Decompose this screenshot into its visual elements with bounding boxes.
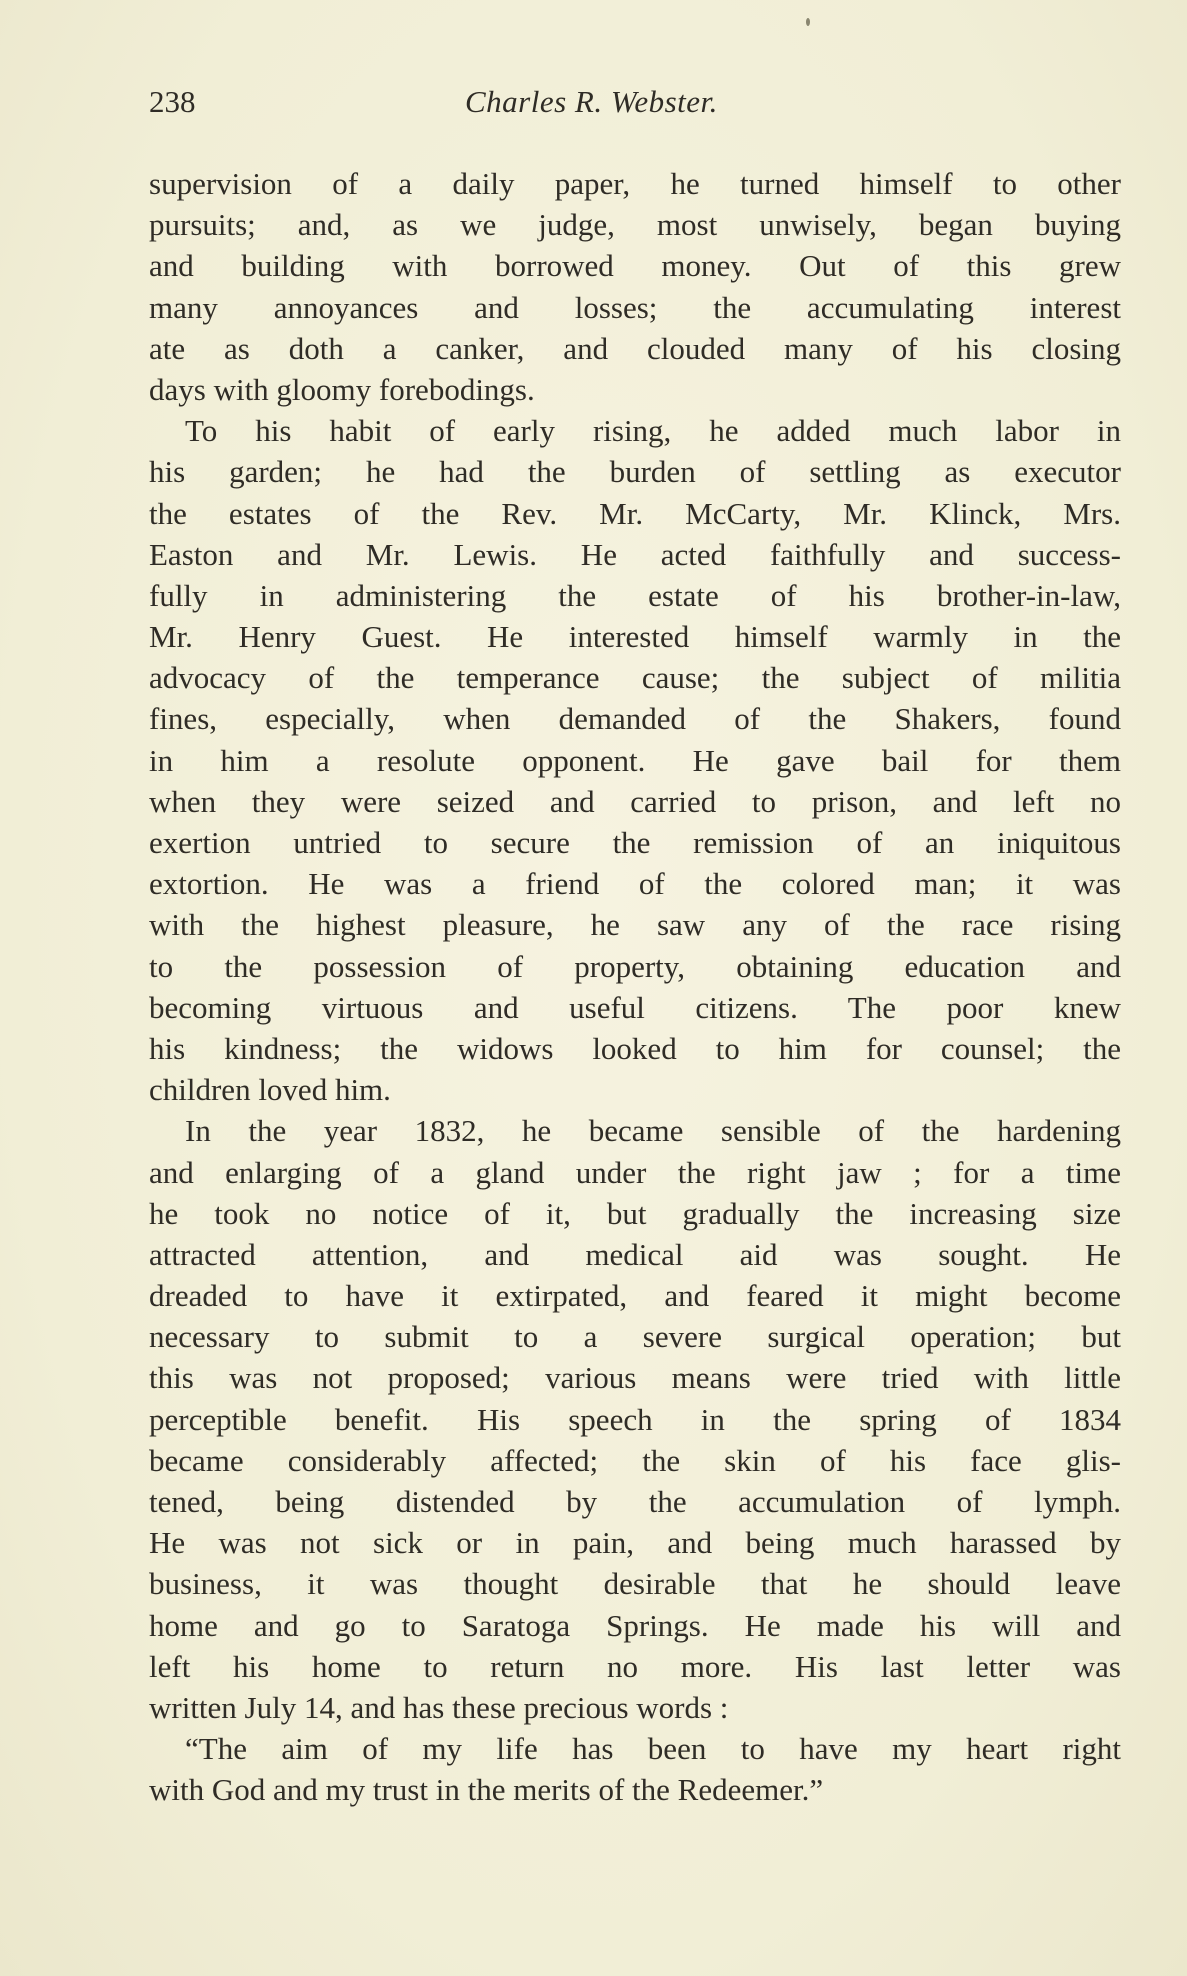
text-line: becoming virtuous and useful citizens. The poor knew	[149, 989, 1121, 1025]
page-number: 238	[149, 84, 196, 119]
text-line: “The aim of my life has been to have my heart right	[185, 1731, 1121, 1767]
text-line: perceptible benefit. His speech in the spring of 1834	[149, 1401, 1121, 1437]
text-line: To his habit of early rising, he added much labor in	[185, 413, 1121, 449]
text-line: his garden; he had the burden of settling as executor	[149, 454, 1121, 490]
text-line: He was not sick or in pain, and being much harassed by	[149, 1525, 1121, 1561]
text-line: and enlarging of a gland under the right jaw ; for a time	[149, 1154, 1121, 1190]
paragraph	[149, 1110, 1121, 1728]
text-line: attracted attention, and medical aid was sought. He	[149, 1236, 1121, 1272]
text-line: left his home to return no more. His last letter was	[149, 1648, 1121, 1684]
body-text	[149, 163, 1121, 1811]
text-line: advocacy of the temperance cause; the subject of militia	[149, 660, 1121, 696]
text-line: Mr. Henry Guest. He interested himself warmly in the	[149, 619, 1121, 655]
paragraph	[149, 410, 1121, 1110]
text-line: pursuits; and, as we judge, most unwisely, began buying	[149, 207, 1121, 243]
running-title: Charles R. Webster.	[465, 84, 718, 119]
text-line: Easton and Mr. Lewis. He acted faithfully and success-	[149, 536, 1121, 572]
text-line: to the possession of property, obtaining education and	[149, 948, 1121, 984]
text-line: the estates of the Rev. Mr. McCarty, Mr. Klinck, Mrs.	[149, 495, 1121, 531]
text-line: with God and my trust in the merits of the Redeemer.”	[149, 1772, 824, 1808]
text-line: many annoyances and losses; the accumulating interest	[149, 289, 1121, 325]
text-line: when they were seized and carried to prison, and left no	[149, 783, 1121, 819]
text-line: and building with borrowed money. Out of this grew	[149, 248, 1121, 284]
text-line: necessary to submit to a severe surgical operation; but	[149, 1319, 1121, 1355]
text-line: in him a resolute opponent. He gave bail for them	[149, 742, 1121, 778]
page-header	[149, 84, 1121, 124]
text-line: exertion untried to secure the remission of an iniquitous	[149, 825, 1121, 860]
text-line: supervision of a daily paper, he turned himself to other	[149, 166, 1121, 201]
text-line: dreaded to have it extirpated, and feared it might become	[149, 1278, 1121, 1314]
text-line: tened, being distended by the accumulation of lymph.	[149, 1484, 1121, 1519]
text-line: his kindness; the widows looked to him for counsel; the	[149, 1030, 1121, 1066]
text-line: business, it was thought desirable that he should leave	[149, 1566, 1121, 1602]
text-line: with the highest pleasure, he saw any of the race rising	[149, 907, 1121, 943]
text-line: ate as doth a canker, and clouded many of his closing	[149, 330, 1121, 366]
text-line: written July 14, and has these precious words :	[149, 1689, 729, 1725]
text-line: extortion. He was a friend of the colored man; it was	[149, 866, 1121, 902]
text-line: children loved him.	[149, 1072, 391, 1108]
paper-speck	[806, 18, 810, 26]
text-line: days with gloomy forebodings.	[149, 371, 535, 407]
text-line: home and go to Saratoga Springs. He made his will and	[149, 1607, 1121, 1643]
text-line: fully in administering the estate of his brother-in-law,	[149, 577, 1121, 613]
text-line: In the year 1832, he became sensible of the hardening	[185, 1113, 1121, 1149]
paragraph	[149, 1728, 1121, 1810]
paragraph	[149, 163, 1121, 410]
text-line: fines, especially, when demanded of the Shakers, found	[149, 701, 1121, 737]
text-line: became considerably affected; the skin of his face glis-	[149, 1442, 1121, 1478]
text-line: this was not proposed; various means were tried with little	[149, 1360, 1121, 1396]
text-line: he took no notice of it, but gradually the increasing size	[149, 1195, 1121, 1231]
